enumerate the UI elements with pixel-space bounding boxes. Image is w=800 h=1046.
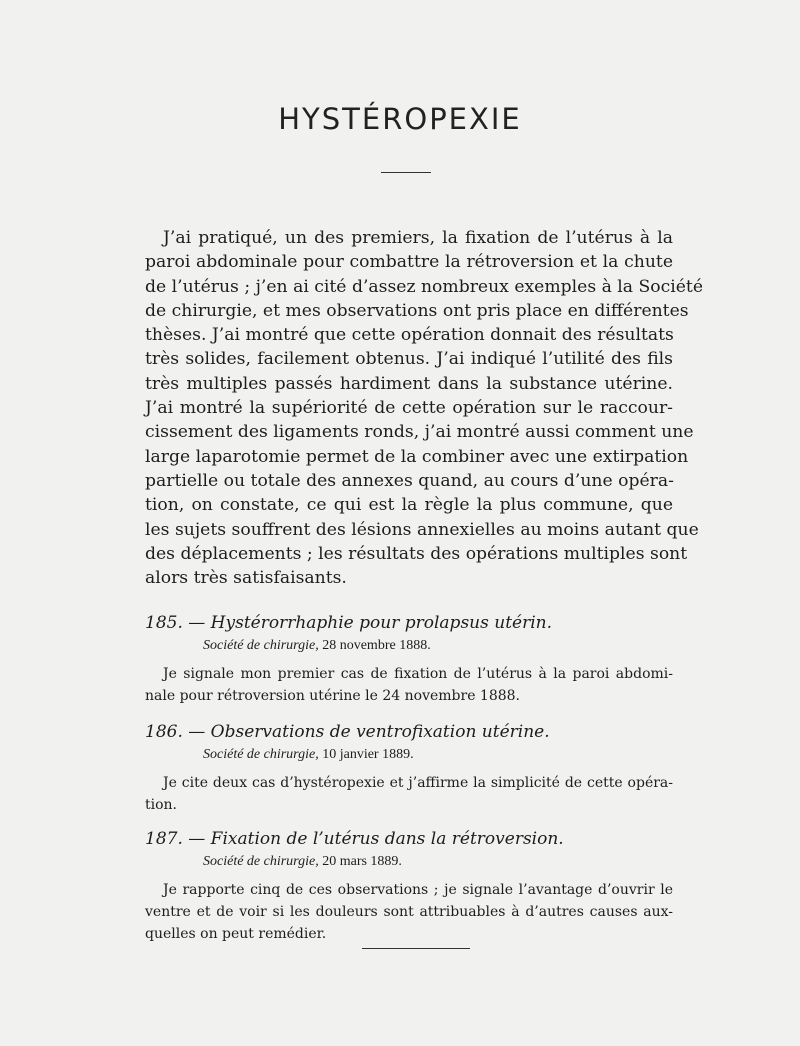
- closing-divider: [362, 948, 470, 949]
- intro-line: très solides, facilement obtenus. J’ai indiqué l’utilité des fils: [145, 349, 673, 370]
- entry-body: [145, 879, 673, 945]
- entry-title: Observations de ventrofixation utérine.: [210, 722, 550, 742]
- entry-society: Société de chirurgie,: [203, 747, 319, 762]
- entry-heading: [145, 828, 673, 850]
- entry-body-line: tion.: [145, 797, 177, 813]
- intro-line: thèses. J’ai montré que cette opération donnait des résultats: [145, 325, 674, 346]
- entry-body-line: Je cite deux cas d’hystéropexie et j’affirme la simplicité de cette opéra-: [163, 775, 673, 791]
- intro-line: de chirurgie, et mes observations ont pris place en différentes: [145, 300, 689, 321]
- entry-source: [203, 852, 673, 872]
- intro-line: de l’utérus ; j’en ai cité d’assez nombreux exemples à la Société: [145, 276, 704, 297]
- intro-line: des déplacements ; les résultats des opérations multiples sont: [145, 543, 688, 564]
- intro-line: cissement des ligaments ronds, j’ai montré aussi comment une: [145, 422, 694, 443]
- intro-line: tion, on constate, ce qui est la règle la plus commune, que: [145, 495, 673, 516]
- intro-line: partielle ou totale des annexes quand, au cours d’une opéra-: [145, 470, 674, 491]
- entry-title: Fixation de l’utérus dans la rétroversion.: [210, 829, 564, 849]
- entry-body-line: quelles on peut remédier.: [145, 926, 327, 942]
- entry-source: [203, 745, 673, 765]
- entry-body: [145, 663, 673, 707]
- intro-line: large laparotomie permet de la combiner avec une extirpation: [145, 446, 689, 467]
- intro-line: J’ai pratiqué, un des premiers, la fixation de l’utérus à la: [163, 228, 673, 248]
- entry-number: 185.: [145, 613, 183, 633]
- entry-heading: [145, 721, 673, 743]
- entry-body-line: Je signale mon premier cas de fixation de l’utérus à la paroi abdomi-: [163, 666, 673, 682]
- intro-line: les sujets souffrent des lésions annexielles au moins autant que: [145, 519, 699, 540]
- intro-line: J’ai montré la supériorité de cette opération sur le raccour-: [145, 398, 673, 419]
- entry-date: 10 janvier 1889.: [322, 747, 414, 762]
- entry-187: [145, 828, 673, 945]
- entry-body-line: Je rapporte cinq de ces observations ; je signale l’avantage d’ouvrir le: [163, 882, 673, 898]
- title-divider: [381, 172, 431, 173]
- intro-paragraph: [145, 226, 704, 590]
- intro-line: alors très satisfaisants.: [145, 568, 347, 589]
- entry-body-line: ventre et de voir si les douleurs sont attribuables à d’autres causes aux-: [145, 904, 673, 920]
- intro-line: très multiples passés hardiment dans la substance utérine.: [145, 373, 673, 394]
- entry-date: 20 mars 1889.: [322, 854, 402, 869]
- entry-society: Société de chirurgie,: [203, 854, 319, 869]
- entry-dash: —: [188, 613, 206, 633]
- entry-source: [203, 636, 673, 656]
- entry-number: 187.: [145, 829, 183, 849]
- entry-dash: —: [188, 722, 206, 742]
- entry-body: [145, 772, 673, 816]
- page-title: HYSTÉROPEXIE: [278, 102, 522, 136]
- entry-186: [145, 721, 673, 816]
- entry-body-line: nale pour rétroversion utérine le 24 novembre 1888.: [145, 688, 521, 704]
- entry-dash: —: [188, 829, 206, 849]
- entry-number: 186.: [145, 722, 183, 742]
- entry-185: [145, 612, 673, 707]
- entry-date: 28 novembre 1888.: [322, 638, 431, 653]
- entry-heading: [145, 612, 673, 634]
- entry-title: Hystérorrhaphie pour prolapsus utérin.: [210, 613, 552, 633]
- entry-society: Société de chirurgie,: [203, 638, 319, 653]
- intro-line: paroi abdominale pour combattre la rétroversion et la chute: [145, 252, 673, 273]
